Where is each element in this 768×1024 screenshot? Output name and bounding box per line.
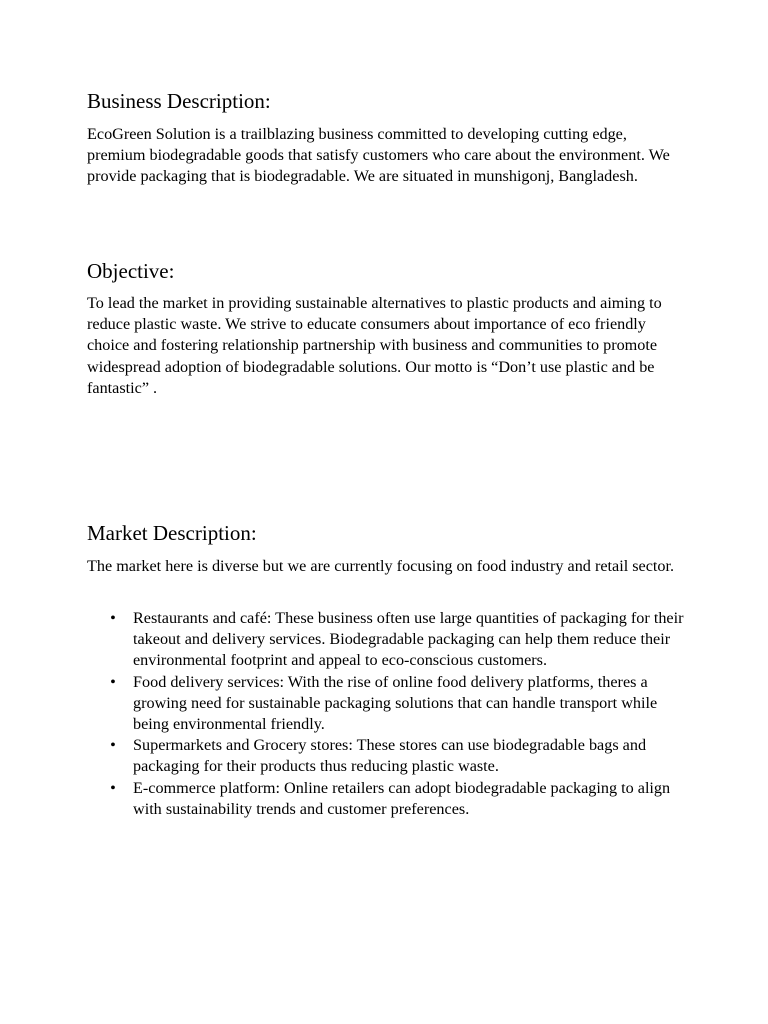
list-item: [87, 735, 687, 777]
list-item-text: E-commerce platform: Online retailers can adopt biodegradable packaging to align with sustainability trends and customer preferences.: [133, 778, 671, 818]
objective-heading: Objective:: [87, 259, 175, 283]
list-item-text: Restaurants and café: These business often use large quantities of packaging for their takeout and delivery services. Biodegradable packaging can help them reduce their environmental footprint and appeal to eco-conscious customers.: [133, 609, 684, 670]
bullet-icon: •: [110, 736, 116, 755]
list-item-text: Food delivery services: With the rise of online food delivery platforms, theres a growing need for sustainable packaging solutions that can handle transport while being environmental friendly.: [133, 672, 658, 734]
market-description-intro: The market here is diverse but we are currently focusing on food industry and retail sector.: [87, 557, 675, 575]
bullet-icon: •: [110, 778, 116, 797]
objective-paragraph: To lead the market in providing sustainable alternatives to plastic products and aiming to reduce plastic waste. We strive to educate consumers about importance of eco friendly choice and fostering relationship partnership with business and communities to promote widespread adoption of biodegradable solutions. Our motto is “Don’t use plastic and be fantastic” .: [87, 294, 662, 397]
list-item: [87, 778, 687, 820]
market-segment-list: [87, 608, 687, 820]
business-description-paragraph: EcoGreen Solution is a trailblazing business committed to developing cutting edge, premium biodegradable goods that satisfy customers who care about the environment. We provide packaging that is biodegradable. We are situated in munshigonj, Bangladesh.: [87, 125, 670, 186]
list-item: [87, 672, 687, 736]
bullet-icon: •: [110, 609, 116, 627]
list-item-text: Supermarkets and Grocery stores: These stores can use biodegradable bags and packaging for their products thus reducing plastic waste.: [133, 736, 647, 776]
bullet-icon: •: [110, 672, 116, 691]
market-description-heading: Market Description:: [87, 521, 257, 545]
business-description-heading: Business Description:: [87, 89, 271, 113]
list-item: [87, 608, 687, 672]
